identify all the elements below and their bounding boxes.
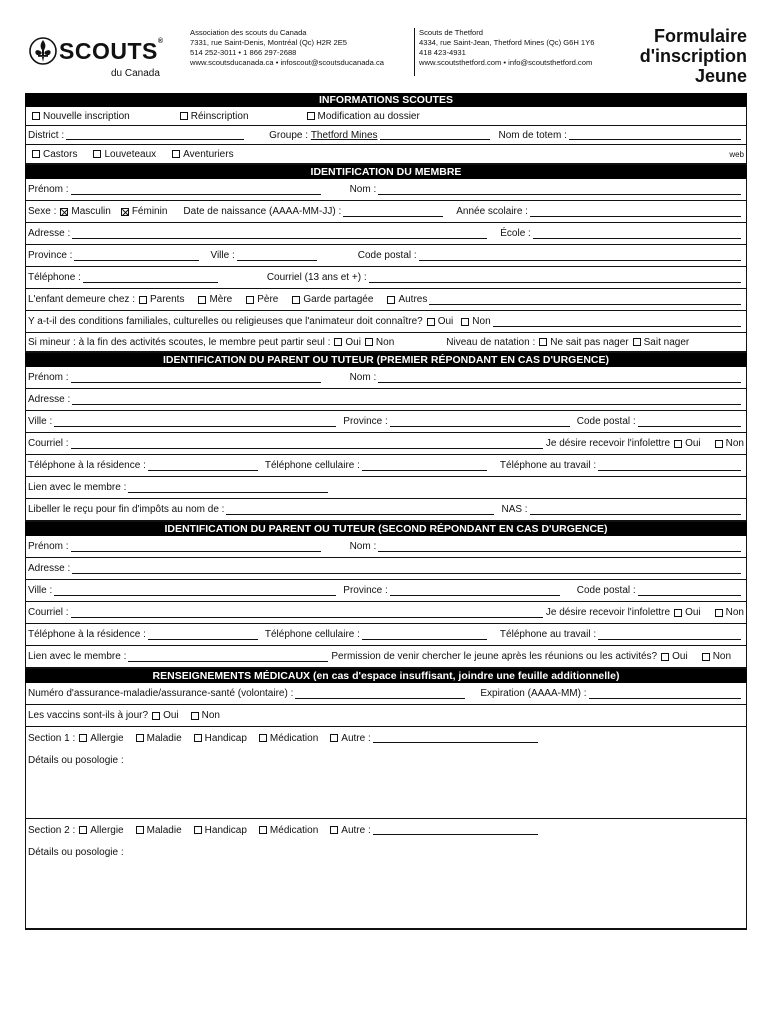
section3-box — [25, 367, 747, 522]
p1-lastname-field[interactable] — [378, 373, 741, 383]
p2-cell-phone-field[interactable] — [362, 630, 487, 640]
p1-relation-field[interactable] — [128, 483, 328, 493]
modification-checkbox[interactable] — [307, 112, 315, 120]
member-province-field[interactable] — [74, 251, 199, 261]
branch-row: Castors Louveteaux Aventuriers web — [26, 145, 746, 164]
p1-cell-phone-field[interactable] — [362, 461, 487, 471]
member-city-field[interactable] — [237, 251, 317, 261]
p2-lastname-field[interactable] — [378, 542, 741, 552]
s2-autre-field[interactable] — [373, 825, 538, 835]
p1-province-field[interactable] — [390, 417, 570, 427]
member-sex-row: Sexe : Masculin Féminin Date de naissance (AAAA-MM-JJ) : Année scolaire : — [26, 201, 746, 223]
p2-phones-row: Téléphone à la résidence : Téléphone cellulaire : Téléphone au travail : — [26, 624, 746, 646]
p2-home-phone-field[interactable] — [148, 630, 258, 640]
p2-postal-field[interactable] — [638, 586, 741, 596]
feminin-checkbox[interactable] — [121, 208, 129, 216]
groupe-field[interactable] — [380, 130, 490, 140]
registration-type-row: Nouvelle inscription Réinscription Modification au dossier — [26, 107, 746, 126]
conditions-row: Y a-t-il des conditions familiales, culturelles ou religieuses que l'animateur doit connaître? Oui Non — [26, 311, 746, 333]
s2-maladie-checkbox[interactable] — [136, 826, 144, 834]
conditions-oui-checkbox[interactable] — [427, 318, 435, 326]
p2-relation-row: Lien avec le membre : Permission de venir chercher le jeune après les réunions ou les activités? Oui Non — [26, 646, 746, 668]
conditions-non-checkbox[interactable] — [461, 318, 469, 326]
living-arrangement-row: L'enfant demeure chez : Parents Mère Père Garde partagée Autres — [26, 289, 746, 311]
sait-nager-checkbox[interactable] — [633, 338, 641, 346]
p1-name-row: Prénom : Nom : — [26, 367, 746, 389]
p2-address-field[interactable] — [72, 564, 741, 574]
s1-autre-field[interactable] — [373, 733, 538, 743]
nouvelle-inscription-checkbox[interactable] — [32, 112, 40, 120]
insurance-expiration-field[interactable] — [589, 689, 741, 699]
member-phone-field[interactable] — [83, 273, 218, 283]
p2-relation-field[interactable] — [128, 652, 328, 662]
p1-email-row: Courriel : Je désire recevoir l'infolettre Oui Non — [26, 433, 746, 455]
school-year-field[interactable] — [530, 207, 741, 217]
insurance-row: Numéro d'assurance-maladie/assurance-santé (volontaire) : Expiration (AAAA-MM) : — [26, 683, 746, 705]
p1-nas-field[interactable] — [530, 505, 741, 515]
section-parent-premier: IDENTIFICATION DU PARENT OU TUTEUR (PREMIER RÉPONDANT EN CAS D'URGENCE) — [25, 353, 747, 367]
pere-checkbox[interactable] — [246, 296, 254, 304]
member-phone-row: Téléphone : Courriel (13 ans et +) : — [26, 267, 746, 289]
mineur-oui-checkbox[interactable] — [334, 338, 342, 346]
web-label: web — [729, 149, 744, 159]
registration-form — [25, 26, 747, 930]
district-row: District : Groupe : Thetford Mines Nom de totem : — [26, 126, 746, 145]
s2-medication-checkbox[interactable] — [259, 826, 267, 834]
brand-name: SCOUTS® — [59, 38, 164, 64]
reinscription-checkbox[interactable] — [180, 112, 188, 120]
birthdate-field[interactable] — [343, 207, 443, 217]
section-informations-scoutes: INFORMATIONS SCOUTES — [25, 93, 747, 107]
scouts-logo — [29, 36, 169, 91]
totem-field[interactable] — [569, 130, 741, 140]
member-firstname-field[interactable] — [71, 185, 321, 195]
p1-work-phone-field[interactable] — [598, 461, 741, 471]
autres-field[interactable] — [429, 295, 741, 305]
form-title: Formulaire d'inscription Jeune — [639, 26, 747, 86]
p1-receipt-row: Libeller le reçu pour fin d'impôts au nom de : NAS : — [26, 499, 746, 521]
school-field[interactable] — [533, 229, 741, 239]
s1-maladie-checkbox[interactable] — [136, 734, 144, 742]
vaccins-non-checkbox[interactable] — [191, 712, 199, 720]
masculin-checkbox[interactable] — [60, 208, 68, 216]
p2-work-phone-field[interactable] — [598, 630, 741, 640]
parents-checkbox[interactable] — [139, 296, 147, 304]
vaccines-row: Les vaccins sont-ils à jour? Oui Non — [26, 705, 746, 727]
s1-handicap-checkbox[interactable] — [194, 734, 202, 742]
vaccins-oui-checkbox[interactable] — [152, 712, 160, 720]
p2-infolettre-non-checkbox[interactable] — [715, 609, 723, 617]
section1-details-area[interactable]: Détails ou posologie : — [26, 749, 746, 819]
s2-handicap-checkbox[interactable] — [194, 826, 202, 834]
p2-name-row: Prénom : Nom : — [26, 536, 746, 558]
permission-oui-checkbox[interactable] — [661, 653, 669, 661]
fleur-de-lis-icon — [29, 36, 57, 66]
section2-medical-row: Section 2 : Allergie Maladie Handicap Médication Autre : — [26, 819, 746, 841]
conditions-field[interactable] — [493, 317, 741, 327]
p2-province-field[interactable] — [390, 586, 560, 596]
aventuriers-checkbox[interactable] — [172, 150, 180, 158]
member-address-field[interactable] — [72, 229, 487, 239]
member-email-field[interactable] — [369, 273, 741, 283]
s1-allergie-checkbox[interactable] — [79, 734, 87, 742]
member-name-row: Prénom : Nom : — [26, 179, 746, 201]
p2-firstname-field[interactable] — [71, 542, 321, 552]
p1-phones-row: Téléphone à la résidence : Téléphone cellulaire : Téléphone au travail : — [26, 455, 746, 477]
section2-box — [25, 179, 747, 353]
section5-box — [25, 683, 747, 930]
p1-city-field[interactable] — [54, 417, 336, 427]
p1-address-row: Adresse : — [26, 389, 746, 411]
garde-partagee-checkbox[interactable] — [292, 296, 300, 304]
p1-email-field[interactable] — [71, 439, 543, 449]
groupe-value[interactable]: Thetford Mines — [310, 129, 378, 141]
p2-infolettre-oui-checkbox[interactable] — [674, 609, 682, 617]
section4-box — [25, 536, 747, 669]
p1-address-field[interactable] — [72, 395, 741, 405]
p1-postal-field[interactable] — [638, 417, 741, 427]
permission-non-checkbox[interactable] — [702, 653, 710, 661]
section-medical: RENSEIGNEMENTS MÉDICAUX (en cas d'espace insuffisant, joindre une feuille additionnelle) — [25, 669, 747, 683]
p1-receipt-name-field[interactable] — [226, 505, 494, 515]
p1-city-row: Ville : Province : Code postal : — [26, 411, 746, 433]
s1-medication-checkbox[interactable] — [259, 734, 267, 742]
ne-sait-pas-nager-checkbox[interactable] — [539, 338, 547, 346]
minor-row: Si mineur : à la fin des activités scoutes, le membre peut partir seul : Oui Non Niveau de natation : Ne sait pas nager Sait nager — [26, 333, 746, 352]
header-divider — [414, 28, 415, 76]
section2-details-area[interactable]: Détails ou posologie : — [26, 841, 746, 929]
local-group-info: Scouts de Thetford 4334, rue Saint-Jean, Thetford Mines (Qc) G6H 1Y6 418 423-4931 www.scoutsthetford.com • info@scoutsthetford.com — [419, 28, 595, 67]
p1-firstname-field[interactable] — [71, 373, 321, 383]
district-field[interactable] — [66, 130, 244, 140]
mineur-non-checkbox[interactable] — [365, 338, 373, 346]
member-lastname-field[interactable] — [378, 185, 741, 195]
autres-checkbox[interactable] — [387, 296, 395, 304]
form-header — [25, 26, 747, 93]
p1-infolettre-non-checkbox[interactable] — [715, 440, 723, 448]
louveteaux-checkbox[interactable] — [93, 150, 101, 158]
section-parent-second: IDENTIFICATION DU PARENT OU TUTEUR (SECOND RÉPONDANT EN CAS D'URGENCE) — [25, 522, 747, 536]
insurance-number-field[interactable] — [295, 689, 465, 699]
p1-home-phone-field[interactable] — [148, 461, 258, 471]
p1-infolettre-oui-checkbox[interactable] — [674, 440, 682, 448]
member-province-row: Province : Ville : Code postal : — [26, 245, 746, 267]
p2-city-row: Ville : Province : Code postal : — [26, 580, 746, 602]
s2-allergie-checkbox[interactable] — [79, 826, 87, 834]
s2-autre-checkbox[interactable] — [330, 826, 338, 834]
section1-box — [25, 107, 747, 165]
association-info: Association des scouts du Canada 7331, rue Saint-Denis, Montréal (Qc) H2R 2E5 514 252-3011 • 1 866 297-2688 www.scoutsducanada.ca • infoscout@scoutsducanada.ca — [190, 28, 384, 67]
p1-relation-row: Lien avec le membre : — [26, 477, 746, 499]
p2-address-row: Adresse : — [26, 558, 746, 580]
section-identification-membre: IDENTIFICATION DU MEMBRE — [25, 165, 747, 179]
section1-medical-row: Section 1 : Allergie Maladie Handicap Médication Autre : — [26, 727, 746, 749]
castors-checkbox[interactable] — [32, 150, 40, 158]
member-address-row: Adresse : École : — [26, 223, 746, 245]
s1-autre-checkbox[interactable] — [330, 734, 338, 742]
mere-checkbox[interactable] — [198, 296, 206, 304]
p2-email-field[interactable] — [71, 608, 543, 618]
p2-city-field[interactable] — [54, 586, 336, 596]
member-postal-field[interactable] — [419, 251, 741, 261]
p2-email-row: Courriel : Je désire recevoir l'infolettre Oui Non — [26, 602, 746, 624]
brand-subtitle: du Canada — [111, 68, 160, 79]
